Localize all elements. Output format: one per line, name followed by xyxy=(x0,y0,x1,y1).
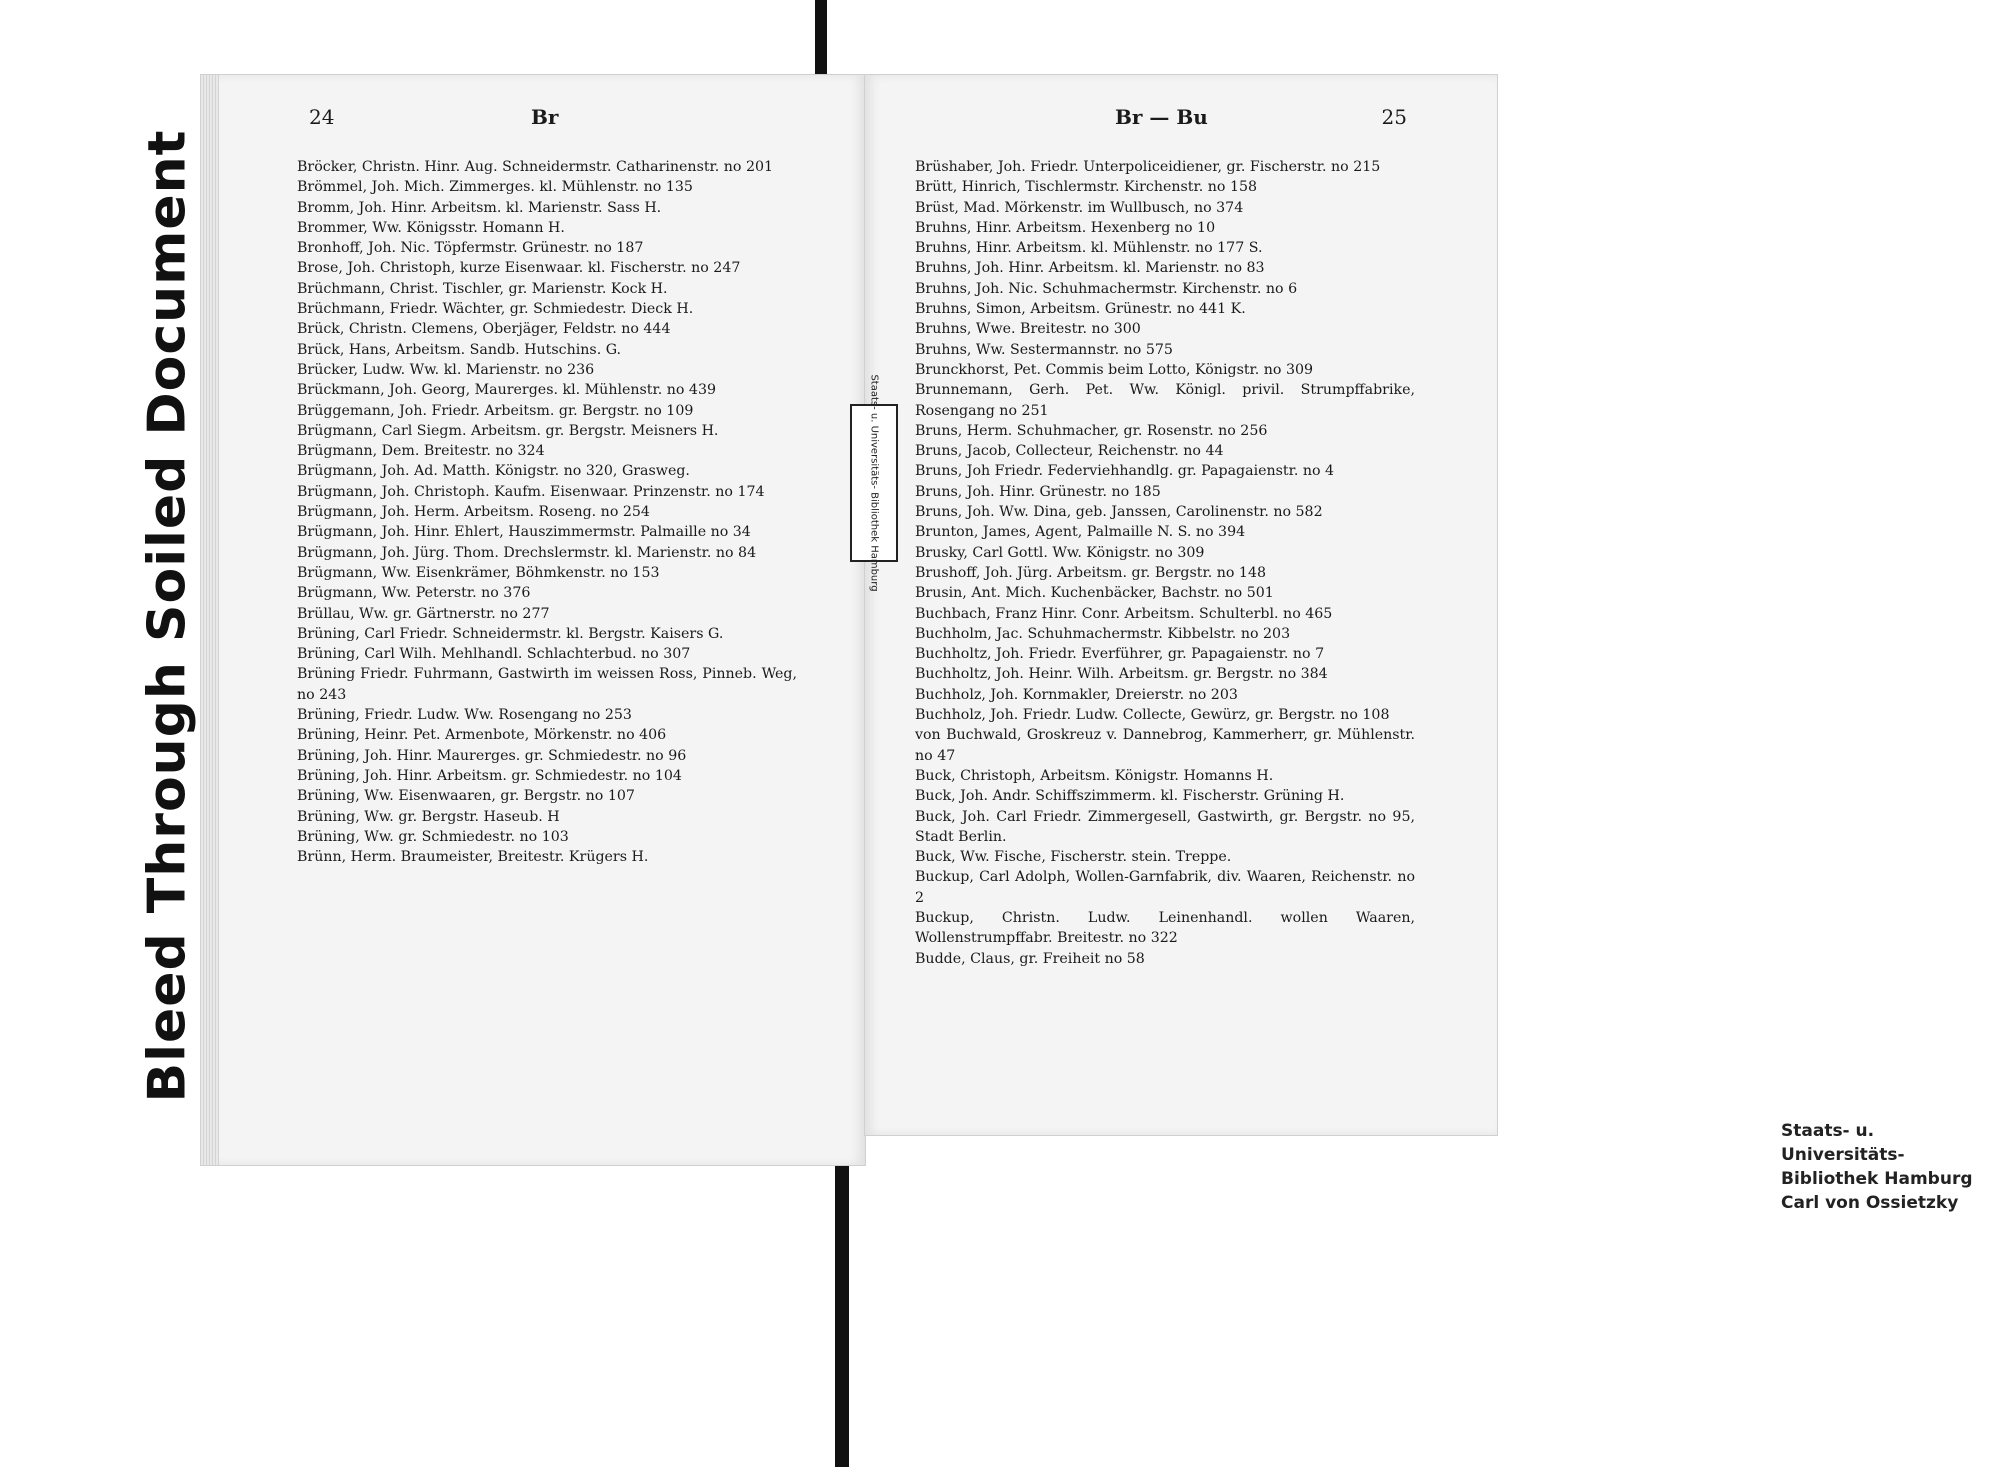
right-page-header xyxy=(865,105,1497,135)
left-page-header xyxy=(201,105,865,135)
left-page xyxy=(200,74,866,1166)
directory-entry: Buchholz, Joh. Kornmakler, Dreierstr. no 203 xyxy=(915,686,1238,703)
library-stamp-line: Staats- u. Universitäts- xyxy=(1781,1121,1905,1165)
directory-entry: Brunnemann, Gerh. Pet. Ww. Königl. privil. Strumpffabrike, Rosengang no 251 xyxy=(915,382,1415,419)
directory-entry: Brose, Joh. Christoph, kurze Eisenwaar. kl. Fischerstr. no 247 xyxy=(297,260,741,277)
directory-entry: Brünn, Herm. Braumeister, Breitestr. Krügers H. xyxy=(297,849,649,866)
directory-entry: Bruhns, Ww. Sestermannstr. no 575 xyxy=(915,341,1173,358)
left-entry-list xyxy=(297,157,797,867)
directory-entry: Brüggemann, Joh. Friedr. Arbeitsm. gr. Bergstr. no 109 xyxy=(297,402,694,419)
directory-entry: Brüshaber, Joh. Friedr. Unterpoliceidiener, gr. Fischerstr. no 215 xyxy=(915,159,1381,175)
directory-entry: Buchholz, Joh. Friedr. Ludw. Collecte, Gewürz, gr. Bergstr. no 108 xyxy=(915,707,1390,724)
library-stamp-line: Carl von Ossietzky xyxy=(1781,1193,1959,1213)
directory-entry: Brüst, Mad. Mörkenstr. im Wullbusch, no 374 xyxy=(915,199,1244,216)
directory-entry: Brüning, Ww. gr. Schmiedestr. no 103 xyxy=(297,828,569,845)
right-page-number: 25 xyxy=(1381,105,1407,129)
directory-entry: Brüning, Heinr. Pet. Armenbote, Mörkenstr. no 406 xyxy=(297,727,667,744)
directory-entry: Buchholtz, Joh. Heinr. Wilh. Arbeitsm. gr. Bergstr. no 384 xyxy=(915,666,1328,683)
directory-entry: Bruns, Jacob, Collecteur, Reichenstr. no 44 xyxy=(915,443,1224,460)
directory-entry: Brüning, Ww. gr. Bergstr. Haseub. H xyxy=(297,808,560,825)
directory-entry: Brügmann, Dem. Breitestr. no 324 xyxy=(297,443,545,460)
binding-strip-top xyxy=(815,0,827,80)
directory-entry: Budde, Claus, gr. Freiheit no 58 xyxy=(915,950,1145,967)
directory-entry: Brügmann, Joh. Christoph. Kaufm. Eisenwaar. Prinzenstr. no 174 xyxy=(297,483,765,500)
right-entry-list xyxy=(915,157,1415,969)
directory-entry: Brügmann, Joh. Herm. Arbeitsm. Roseng. no 254 xyxy=(297,504,650,521)
directory-entry: Brüchmann, Friedr. Wächter, gr. Schmiedestr. Dieck H. xyxy=(297,301,694,318)
directory-entry: Brütt, Hinrich, Tischlermstr. Kirchenstr. no 158 xyxy=(915,179,1258,196)
directory-entry: Buchholm, Jac. Schuhmachermstr. Kibbelstr. no 203 xyxy=(915,625,1291,642)
directory-entry: Bruns, Joh. Hinr. Grünestr. no 185 xyxy=(915,483,1161,500)
directory-entry: Brückmann, Joh. Georg, Maurerges. kl. Mühlenstr. no 439 xyxy=(297,382,717,399)
directory-entry: Brüning Friedr. Fuhrmann, Gastwirth im weissen Ross, Pinneb. Weg, no 243 xyxy=(297,666,797,703)
directory-entry: Brügmann, Joh. Ad. Matth. Königstr. no 320, Grasweg. xyxy=(297,463,690,480)
library-stamp xyxy=(1781,1119,2001,1215)
left-page-number: 24 xyxy=(309,105,335,129)
directory-entry: Brügmann, Ww. Peterstr. no 376 xyxy=(297,585,531,602)
directory-entry: Bromm, Joh. Hinr. Arbeitsm. kl. Marienstr. Sass H. xyxy=(297,199,662,216)
directory-entry: Buck, Joh. Carl Friedr. Zimmergesell, Gastwirth, gr. Bergstr. no 95, Stadt Berlin. xyxy=(915,808,1415,845)
page-edge xyxy=(201,75,219,1165)
directory-entry: Buck, Ww. Fische, Fischerstr. stein. Treppe. xyxy=(915,849,1232,866)
right-page xyxy=(864,74,1973,1213)
directory-entry: Brügmann, Joh. Hinr. Ehlert, Hauszimmermstr. Palmaille no 34 xyxy=(297,524,751,541)
directory-entry: Brüning, Ww. Eisenwaaren, gr. Bergstr. no 107 xyxy=(297,788,635,805)
directory-entry: Bruns, Herm. Schuhmacher, gr. Rosenstr. no 256 xyxy=(915,422,1268,439)
directory-entry: Brüning, Carl Friedr. Schneidermstr. kl. Bergstr. Kaisers G. xyxy=(297,625,724,642)
directory-entry: von Buchwald, Groskreuz v. Dannebrog, Kammerherr, gr. Mühlenstr. no 47 xyxy=(915,727,1415,764)
open-book xyxy=(200,74,1973,1213)
directory-entry: Brommer, Ww. Königsstr. Homann H. xyxy=(297,219,565,236)
left-page-heading: Br xyxy=(531,105,559,129)
directory-entry: Bruhns, Joh. Hinr. Arbeitsm. kl. Marienstr. no 83 xyxy=(915,260,1265,277)
library-stamp-line: Bibliothek Hamburg xyxy=(1781,1169,1973,1189)
directory-entry: Bruhns, Hinr. Arbeitsm. kl. Mühlenstr. no 177 S. xyxy=(915,240,1263,257)
side-label-text: Bleed Through Soiled Document xyxy=(138,129,198,1103)
directory-entry: Brunton, James, Agent, Palmaille N. S. no 394 xyxy=(915,524,1246,541)
directory-entry: Bronhoff, Joh. Nic. Töpfermstr. Grünestr. no 187 xyxy=(297,240,644,257)
directory-entry: Brüllau, Ww. gr. Gärtnerstr. no 277 xyxy=(297,605,550,622)
directory-entry: Bruhns, Wwe. Breitestr. no 300 xyxy=(915,321,1141,338)
directory-entry: Brüning, Joh. Hinr. Arbeitsm. gr. Schmiedestr. no 104 xyxy=(297,767,682,784)
directory-entry: Brück, Christn. Clemens, Oberjäger, Feldstr. no 444 xyxy=(297,321,671,338)
directory-entry: Brüning, Friedr. Ludw. Ww. Rosengang no 253 xyxy=(297,707,632,724)
directory-entry: Buck, Joh. Andr. Schiffszimmerm. kl. Fischerstr. Grüning H. xyxy=(915,788,1345,805)
directory-entry: Brushoff, Joh. Jürg. Arbeitsm. gr. Bergstr. no 148 xyxy=(915,564,1266,581)
directory-entry: Bruns, Joh. Ww. Dina, geb. Janssen, Carolinenstr. no 582 xyxy=(915,504,1323,521)
directory-entry: Bruhns, Hinr. Arbeitsm. Hexenberg no 10 xyxy=(915,219,1216,236)
directory-entry: Brügmann, Carl Siegm. Arbeitsm. gr. Bergstr. Meisners H. xyxy=(297,422,719,439)
spine-stamp xyxy=(850,374,898,592)
directory-entry: Brüchmann, Christ. Tischler, gr. Marienstr. Kock H. xyxy=(297,280,668,297)
directory-entry: Brömmel, Joh. Mich. Zimmerges. kl. Mühlenstr. no 135 xyxy=(297,179,693,196)
directory-entry: Brunckhorst, Pet. Commis beim Lotto, Königstr. no 309 xyxy=(915,361,1314,378)
directory-entry: Brück, Hans, Arbeitsm. Sandb. Hutschins. G. xyxy=(297,341,622,358)
directory-entry: Brusky, Carl Gottl. Ww. Königstr. no 309 xyxy=(915,544,1205,561)
directory-entry: Brücker, Ludw. Ww. kl. Marienstr. no 236 xyxy=(297,361,595,378)
side-label-banner xyxy=(136,110,200,1122)
spine-stamp-text: Staats- u. Universitäts- Bibliothek Hamburg xyxy=(869,374,881,592)
directory-entry: Buchholtz, Joh. Friedr. Everführer, gr. Papagaienstr. no 7 xyxy=(915,646,1325,663)
directory-entry: Brüning, Joh. Hinr. Maurerges. gr. Schmiedestr. no 96 xyxy=(297,747,687,764)
directory-entry: Buckup, Christn. Ludw. Leinenhandl. wollen Waaren, Wollenstrumpffabr. Breitestr. no 322 xyxy=(915,909,1415,947)
directory-entry: Brügmann, Joh. Jürg. Thom. Drechslermstr. kl. Marienstr. no 84 xyxy=(297,544,757,561)
directory-entry: Buck, Christoph, Arbeitsm. Königstr. Homanns H. xyxy=(915,767,1274,784)
directory-entry: Bröcker, Christn. Hinr. Aug. Schneidermstr. Catharinenstr. no 201 xyxy=(297,159,774,175)
directory-entry: Buchbach, Franz Hinr. Conr. Arbeitsm. Schulterbl. no 465 xyxy=(915,605,1333,622)
directory-entry: Bruhns, Simon, Arbeitsm. Grünestr. no 441 K. xyxy=(915,301,1246,318)
directory-entry: Brüning, Carl Wilh. Mehlhandl. Schlachterbud. no 307 xyxy=(297,646,691,663)
directory-entry: Bruns, Joh Friedr. Federviehhandlg. gr. Papagaienstr. no 4 xyxy=(915,463,1335,480)
directory-entry: Bruhns, Joh. Nic. Schuhmachermstr. Kirchenstr. no 6 xyxy=(915,280,1298,297)
directory-entry: Buckup, Carl Adolph, Wollen-Garnfabrik, div. Waaren, Reichenstr. no 2 xyxy=(915,869,1415,906)
right-page-heading: Br — Bu xyxy=(1115,105,1208,129)
directory-entry: Brügmann, Ww. Eisenkrämer, Böhmkenstr. no 153 xyxy=(297,564,660,581)
directory-entry: Brusin, Ant. Mich. Kuchenbäcker, Bachstr. no 501 xyxy=(915,585,1274,602)
